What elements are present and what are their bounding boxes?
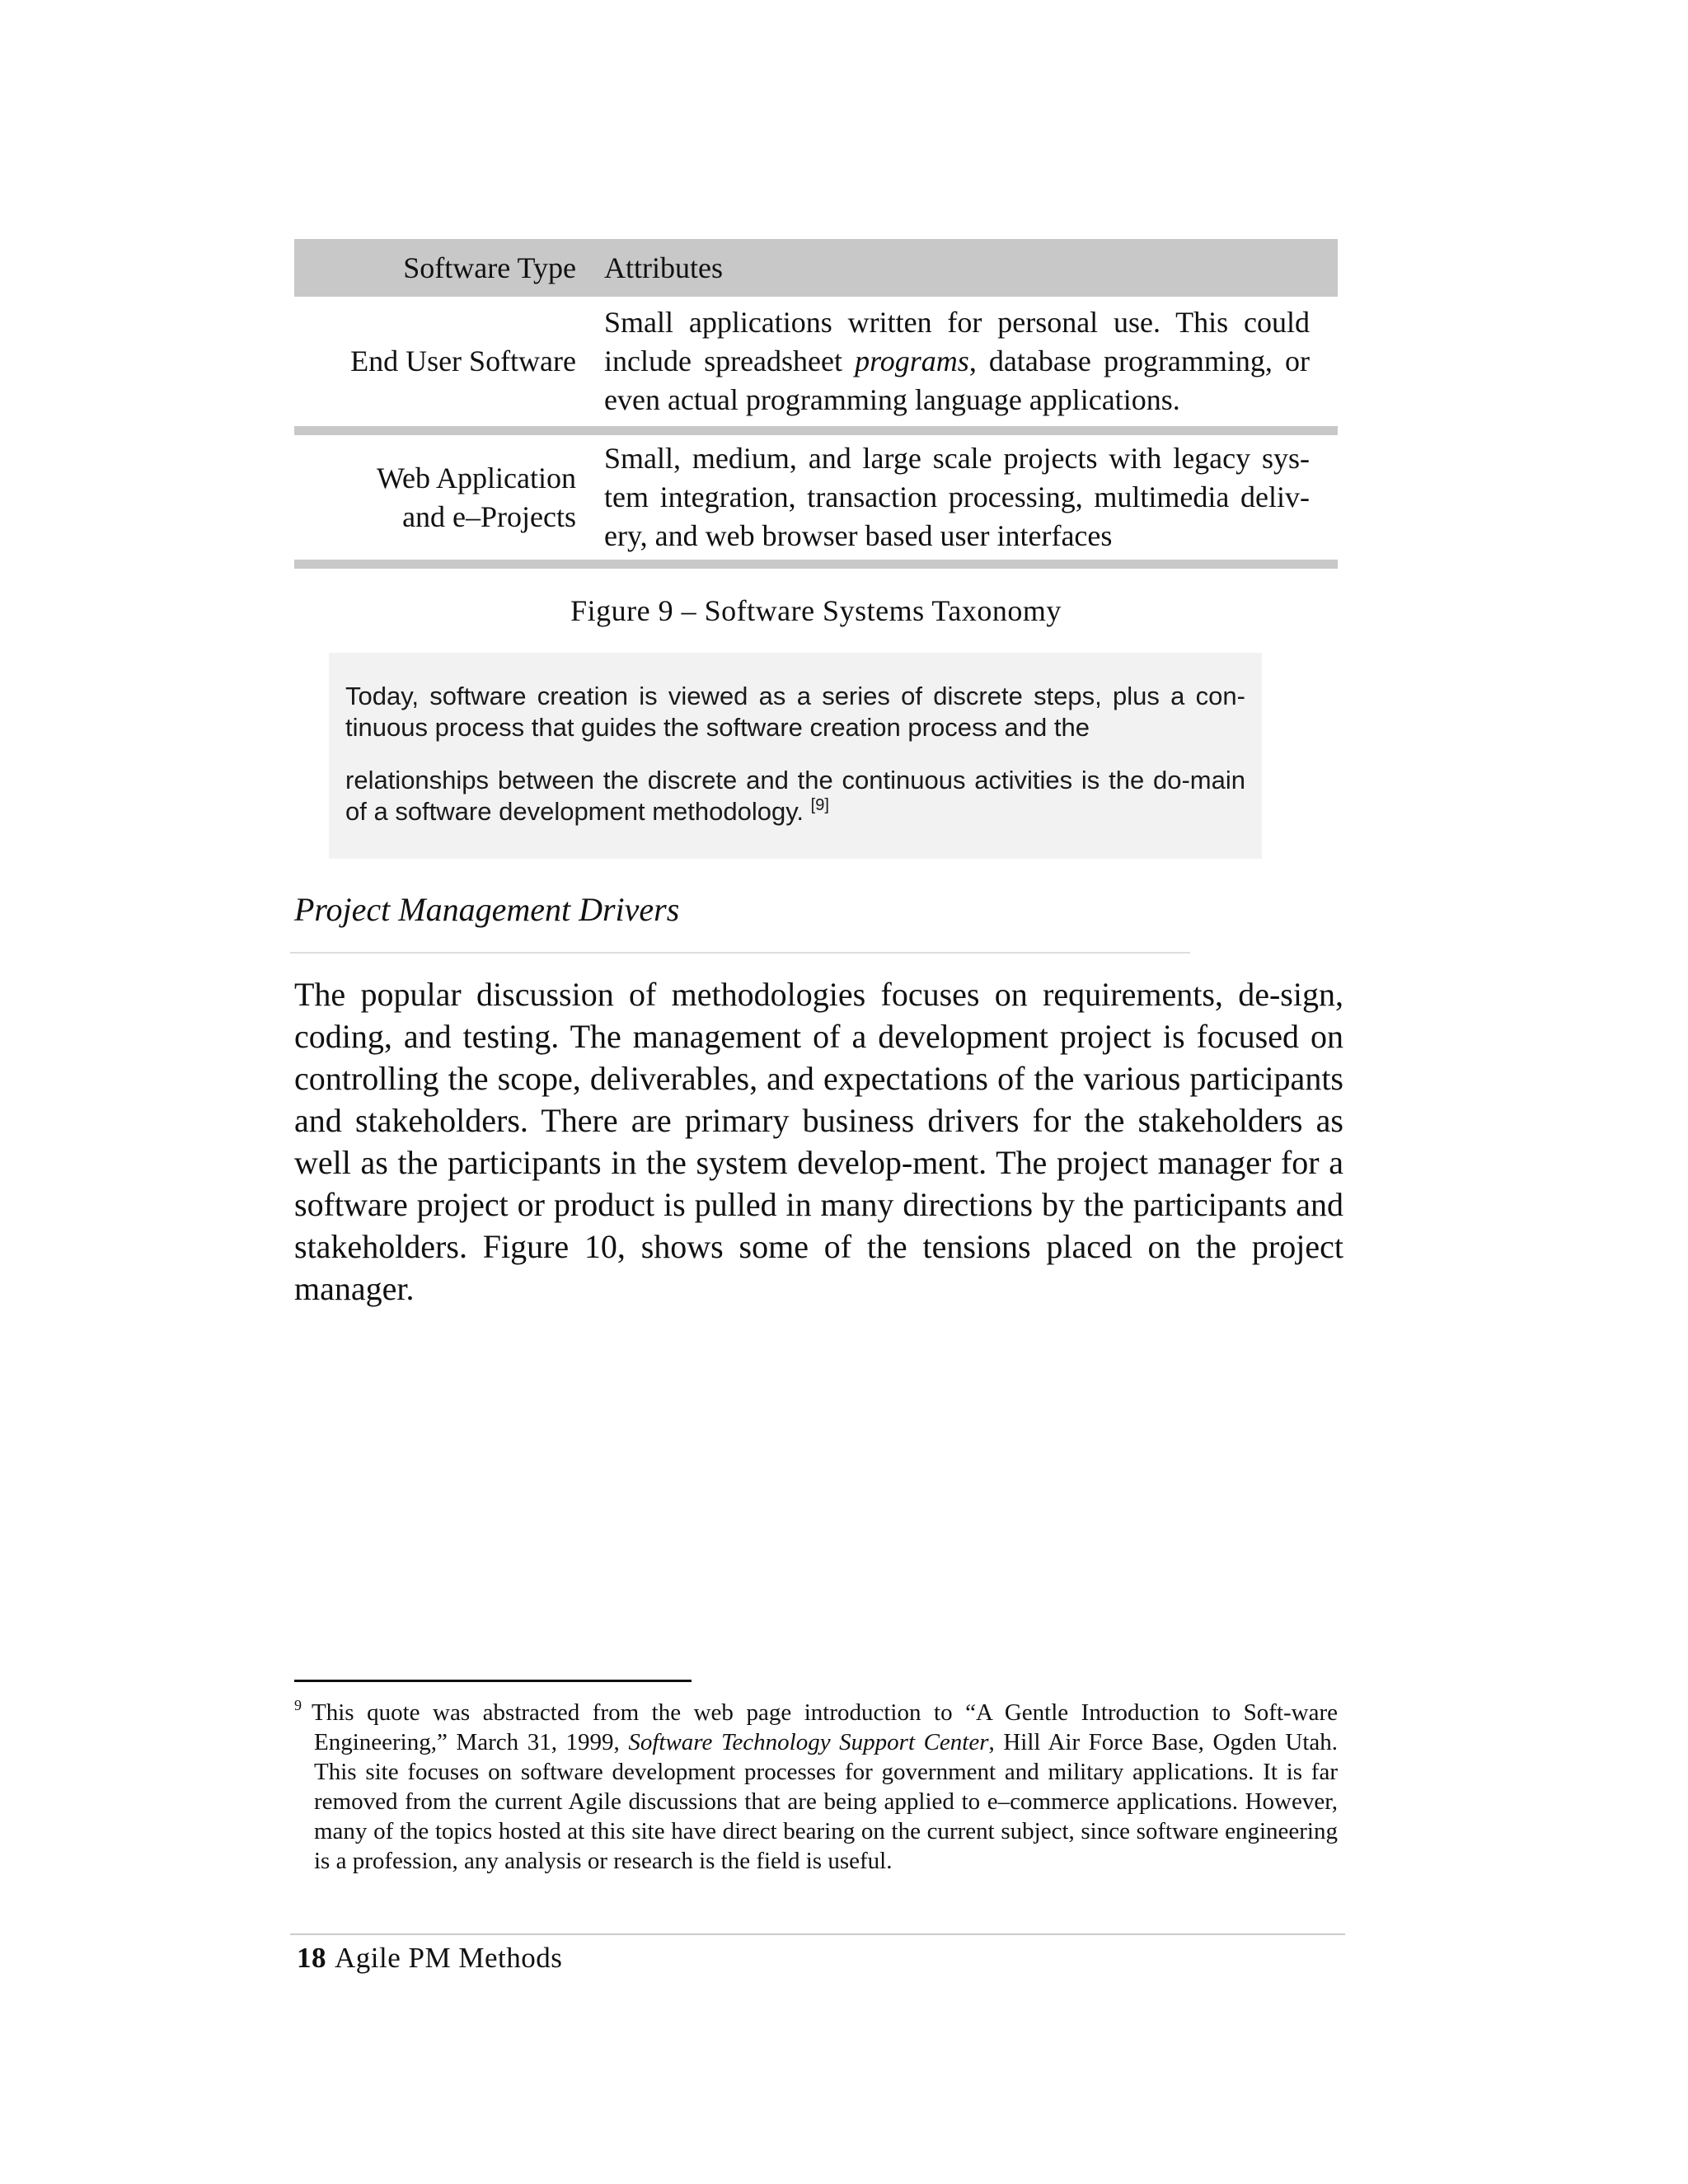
attr-italic-part: programs <box>855 344 969 377</box>
quote-box <box>329 653 1262 859</box>
footnote <box>294 1698 1338 1876</box>
table-header-row <box>294 239 1338 297</box>
table-row <box>294 297 1338 426</box>
page-footer <box>297 1942 562 1975</box>
quote-paragraph <box>345 765 1245 827</box>
attr-text-part: Small applications written for personal use. This could include spreadsheet <box>604 306 1310 377</box>
figure-caption: Figure 9 – Software Systems Taxonomy <box>570 594 1062 627</box>
type-line: and e–Projects <box>402 499 576 533</box>
table-divider <box>294 426 1338 435</box>
row-attributes-end-user <box>576 303 1338 419</box>
footnote-text: , Hill Air Force Base, Ogden Utah. This site focuses on software development processes for government and military applications. It is far removed from the current Agile discussions that are being applied to e–commerce applications. However, many of the topics hosted at this site have direct bearing on the current subject, since software engineering is a profession, any analysis or research is the field is useful. <box>314 1729 1338 1874</box>
taxonomy-table <box>294 239 1338 569</box>
footer-divider <box>290 1933 1345 1935</box>
footnote-divider <box>294 1680 692 1682</box>
row-attributes-web-application: Small, medium, and large scale projects with legacy sys-tem integration, transaction processing, multimedia deliv-ery, and web browser based user interfaces <box>604 442 1310 552</box>
quote-paragraph: Today, software creation is viewed as a series of discrete steps, plus a con-tinuous process that guides the software creation process and the <box>345 682 1245 742</box>
heading-divider <box>290 952 1190 954</box>
table-row <box>294 435 1338 560</box>
quote-reference: [9] <box>810 796 829 814</box>
row-type-web-application <box>294 459 576 537</box>
row-type-end-user: End User Software <box>350 344 576 377</box>
quote-text: relationships between the discrete and the continuous activities is the do-main of a software development methodology. <box>345 766 1245 826</box>
footnote-marker: 9 <box>294 1697 302 1713</box>
attr-text-part: , database programming, or even actual programming language applications. <box>604 344 1311 416</box>
table-divider <box>294 560 1338 569</box>
page-number: 18 <box>297 1942 326 1974</box>
footnote-text: This quote was abstracted from the web page introduction to “A Gentle Introduction to Soft-ware Engineering,” March 31, 1999, <box>312 1699 1338 1755</box>
book-title: Agile PM Methods <box>335 1942 563 1974</box>
header-software-type: Software Type <box>403 251 576 284</box>
body-paragraph: The popular discussion of methodologies focuses on requirements, de-sign, coding, and testing. The management of a development project is focused on controlling the scope, deliverables, and expectations of the various participants and stakeholders. There are primary business drivers for the stakeholders as well as the participants in the system develop-ment. The project manager for a software project or product is pulled in many directions by the participants and stakeholders. Figure 10, shows some of the tensions placed on the project manager. <box>294 976 1343 1307</box>
type-line: Web Application <box>376 461 576 494</box>
footnote-italic: Software Technology Support Center <box>628 1729 989 1755</box>
section-heading: Project Management Drivers <box>294 891 680 928</box>
header-attributes: Attributes <box>604 251 723 284</box>
